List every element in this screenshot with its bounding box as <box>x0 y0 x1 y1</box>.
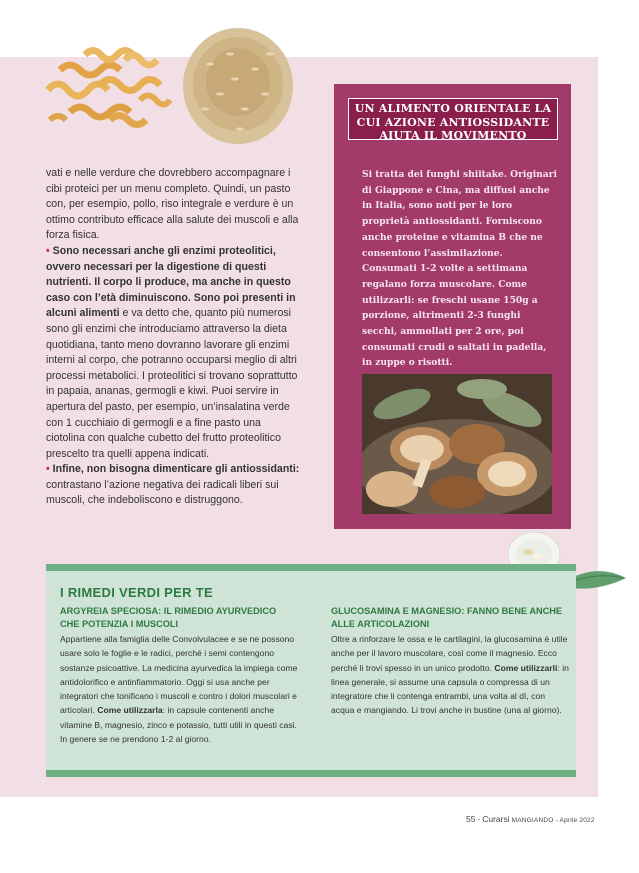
main-article-text <box>46 166 301 509</box>
sidebar-body <box>362 167 557 371</box>
argyreia-text <box>60 632 298 746</box>
glucosamine-text <box>331 632 569 718</box>
glucosamine-column <box>331 605 569 718</box>
glucosamine-body: Oltre a rinforzare le ossa e le cartilagini, la glucosamina è utile anche per il lavoro muscolare, così come il magnesio. Ecco perché li trovi spesso in un unico prodotto. <box>331 634 568 673</box>
bullet-marker: • <box>46 463 50 476</box>
page-footer <box>466 814 595 824</box>
antioxidants-text: contrastano l’azione negativa dei radicali liberi sui muscoli, che indeboliscono e distruggono. <box>46 478 279 507</box>
argyreia-column <box>60 605 298 746</box>
brand-name: Curarsi <box>482 814 510 824</box>
glucosamine-usage: : in linea generale, si assume una capsula o compressa di un integratore che li contenga entrambi, una volta al dì, con acqua e mangiando. Li trovi anche in bustine (una al giorno). <box>331 662 569 716</box>
enzymes-text: e va detto che, quanto più numerosi sono gli enzimi che introduciamo attraverso la dieta quotidiana, tanto meno dovranno lavorare gli enzimi interni al corpo, che potranno occuparsi meglio di altri processi metabolici. I proteolitici si trovano soprattutto in papaia, ananas, germogli e kiwi. Puoi servire in apertura del pasto, per esempio, un’insalatina verde con 1 cucchiaio di germogli e a fine pasto una ciotolina con qualche cubetto del frutto proteolitico prescelto tra quelli appena indicati. <box>46 307 298 460</box>
fusilli-pasta-image <box>30 30 180 140</box>
bullet-marker: • <box>46 244 50 257</box>
argyreia-usage: : in capsule contenenti anche vitamine B, magnesio, zinco e potassio, tutti utili in questi casi. In genere se ne prendono 1-2 al giorno. <box>60 705 297 745</box>
remedies-title: I RIMEDI VERDI PER TE <box>60 585 213 600</box>
magazine-name: MANGIANDO <box>509 817 554 824</box>
antioxidants-bold-text: Infine, non bisogna dimenticare gli antiossidanti: <box>52 463 300 476</box>
issue-date: - Aprile 2022 <box>553 817 595 824</box>
sidebar-title: UN ALIMENTO ORIENTALE LA CUI AZIONE ANTIOSSIDANTE AIUTA IL MOVIMENTO <box>354 102 552 142</box>
brown-rice-image <box>180 24 295 149</box>
shiitake-sidebar <box>334 84 571 529</box>
page-number: 55 <box>466 814 476 824</box>
paragraph-enzymes <box>46 244 301 462</box>
paragraph-intro: vati e nelle verdure che dovrebbero accompagnare i cibi proteici per un menu completo. Quindi, un pasto con, per esempio, pollo, riso integrale e verdure è un ottimo contributo efficace alla salute dei muscoli e alla forza fisica. <box>46 167 299 242</box>
green-remedies-box <box>46 564 576 777</box>
argyreia-heading: ARGYREIA SPECIOSA: IL RIMEDIO AYURVEDICO CHE POTENZIA I MUSCOLI <box>60 606 277 629</box>
argyreia-usage-label: Come utilizzarla <box>97 705 163 716</box>
argyreia-body: Appartiene alla famiglia delle Convolvulacee e se ne possono usare solo le foglie e le radici, perché i semi contengono sostanze psicoattive. La medicina ayurvedica la impiega come antidolorifico e antinfiammatorio. Oggi si usa anche per integratori che tonificano i muscoli e contro i dolori muscolari e articolari. <box>60 634 298 716</box>
enzymes-bold-text: Sono necessari anche gli enzimi proteolitici, ovvero necessari per la digestione di questi nutrienti. Il corpo li produce, ma anche in questo caso con l’età diminuiscono. Sono poi presenti in alcuni alimenti <box>46 244 296 320</box>
sidebar-description: Si tratta dei funghi shiitake. Originari di Giappone e Cina, ma diffusi anche in Italia, sono noti per le loro proprietà antiossidanti. Forniscono anche proteine e vitamina B che ne consentono l’assimilazione. Consumati 1-2 volte a settimana regalano forza muscolare. <box>362 169 557 290</box>
glucosamine-heading: GLUCOSAMINA E MAGNESIO: FANNO BENE ANCHE ALLE ARTICOLAZIONI <box>331 606 563 629</box>
glucosamine-usage-label: Come utilizzarli <box>494 662 558 673</box>
shiitake-mushrooms-image <box>362 374 552 514</box>
sidebar-title-box <box>348 98 558 140</box>
paragraph-antioxidants <box>46 462 301 509</box>
sidebar-usage: Come utilizzarli: se freschi usane 150g a porzione, altrimenti 2-3 funghi secchi, ammollati per 2 ore, poi consumati crudi o saltati in padella, in zuppe o risotti. <box>362 278 547 369</box>
footer-separator: - <box>475 815 483 824</box>
